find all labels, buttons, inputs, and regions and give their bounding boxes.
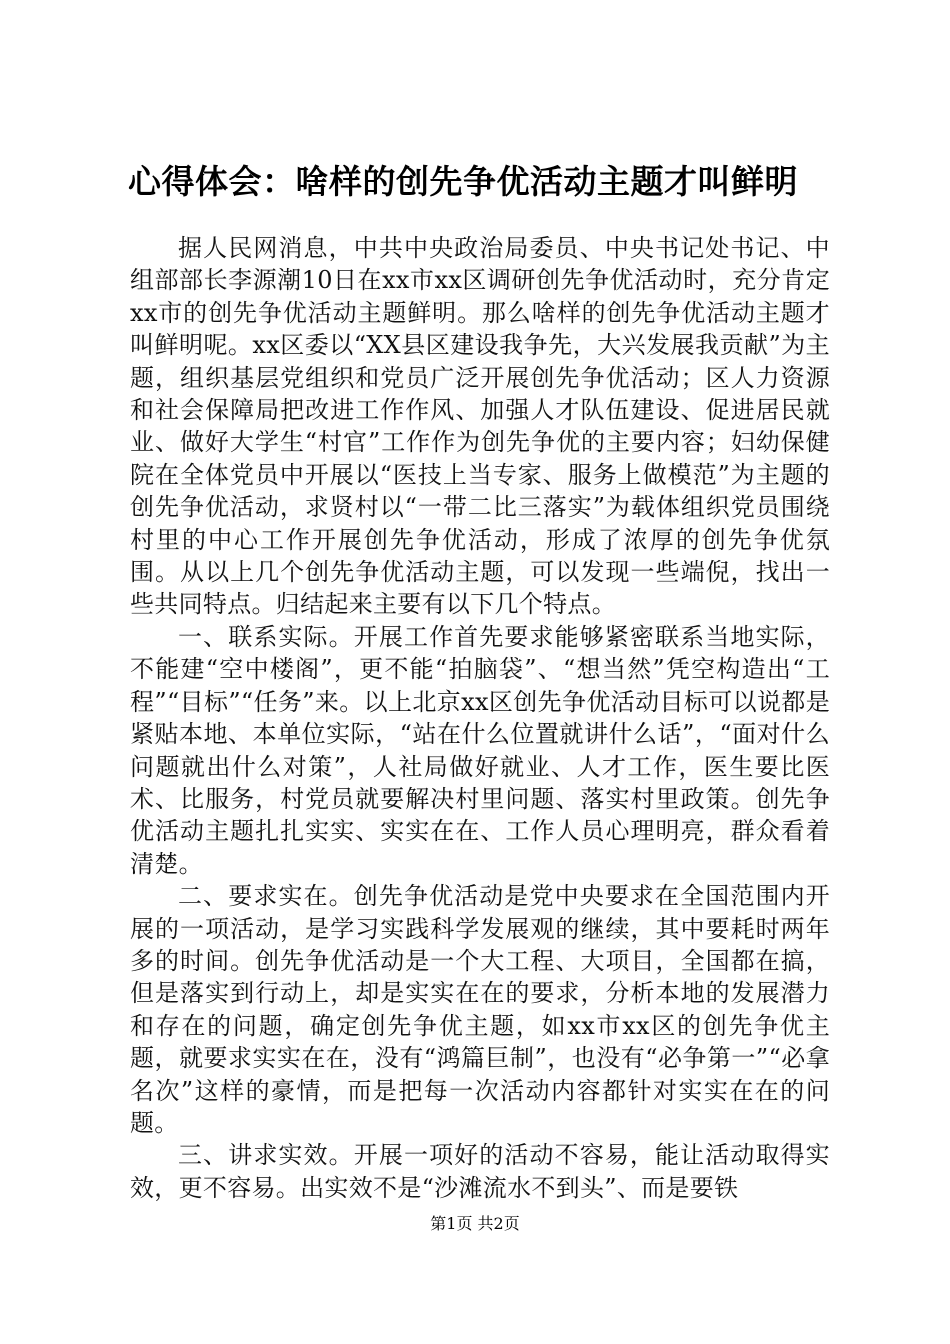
paragraph-point-3: 三、讲求实效。开展一项好的活动不容易，能让活动取得实效，更不容易。出实效不是“沙滩流水不到头”、而是要铁 <box>130 1141 830 1202</box>
paragraph-intro: 据人民网消息，中共中央政治局委员、中央书记处书记、中组部部长李源潮10日在xx市xx区调研创先争优活动时，充分肯定xx市的创先争优活动主题鲜明。那么啥样的创先争优活动主题才叫鲜明呢。xx区委以“XX县区建设我争先，大兴发展我贡献”为主题，组织基层党组织和党员广泛开展创先争优活动；区人力资源和社会保障局把改进工作作风、加强人才队伍建设、促进居民就业、做好大学生“村官”工作作为创先争优的主要内容；妇幼保健院在全体党员中开展以“医技上当专家、服务上做模范”为主题的创先争优活动，求贤村以“一带二比三落实”为载体组织党员围绕村里的中心工作开展创先争优活动，形成了浓厚的创先争优氛围。从以上几个创先争优活动主题，可以发现一些端倪，找出一些共同特点。归结起来主要有以下几个特点。 <box>130 234 830 619</box>
document-title: 心得体会：啥样的创先争优活动主题才叫鲜明 <box>128 162 798 201</box>
page-number-footer: 第1页 共2页 <box>430 1214 520 1233</box>
paragraph-point-2: 二、要求实在。创先争优活动是党中央要求在全国范围内开展的一项活动，是学习实践科学发展观的继续，其中要耗时两年多的时间。创先争优活动是一个大工程、大项目，全国都在搞，但是落实到行动上，却是实实在在的要求，分析本地的发展潜力和存在的问题，确定创先争优主题，如xx市xx区的创先争优主题，就要求实实在在，没有“鸿篇巨制”，也没有“必争第一”“必拿名次”这样的豪情，而是把每一次活动内容都针对实实在在的问题。 <box>130 882 830 1137</box>
paragraph-point-1: 一、联系实际。开展工作首先要求能够紧密联系当地实际，不能建“空中楼阁”，更不能“拍脑袋”、“想当然”凭空构造出“工程”“目标”“任务”来。以上北京xx区创先争优活动目标可以说都是紧贴本地、本单位实际，“站在什么位置就讲什么话”，“面对什么问题就出什么对策”，人社局做好就业、人才工作，医生要比医术、比服务，村党员就要解决村里问题、落实村里政策。创先争优活动主题扎扎实实、实实在在、工作人员心理明亮，群众看着清楚。 <box>130 622 830 878</box>
document-body <box>130 232 830 1204</box>
